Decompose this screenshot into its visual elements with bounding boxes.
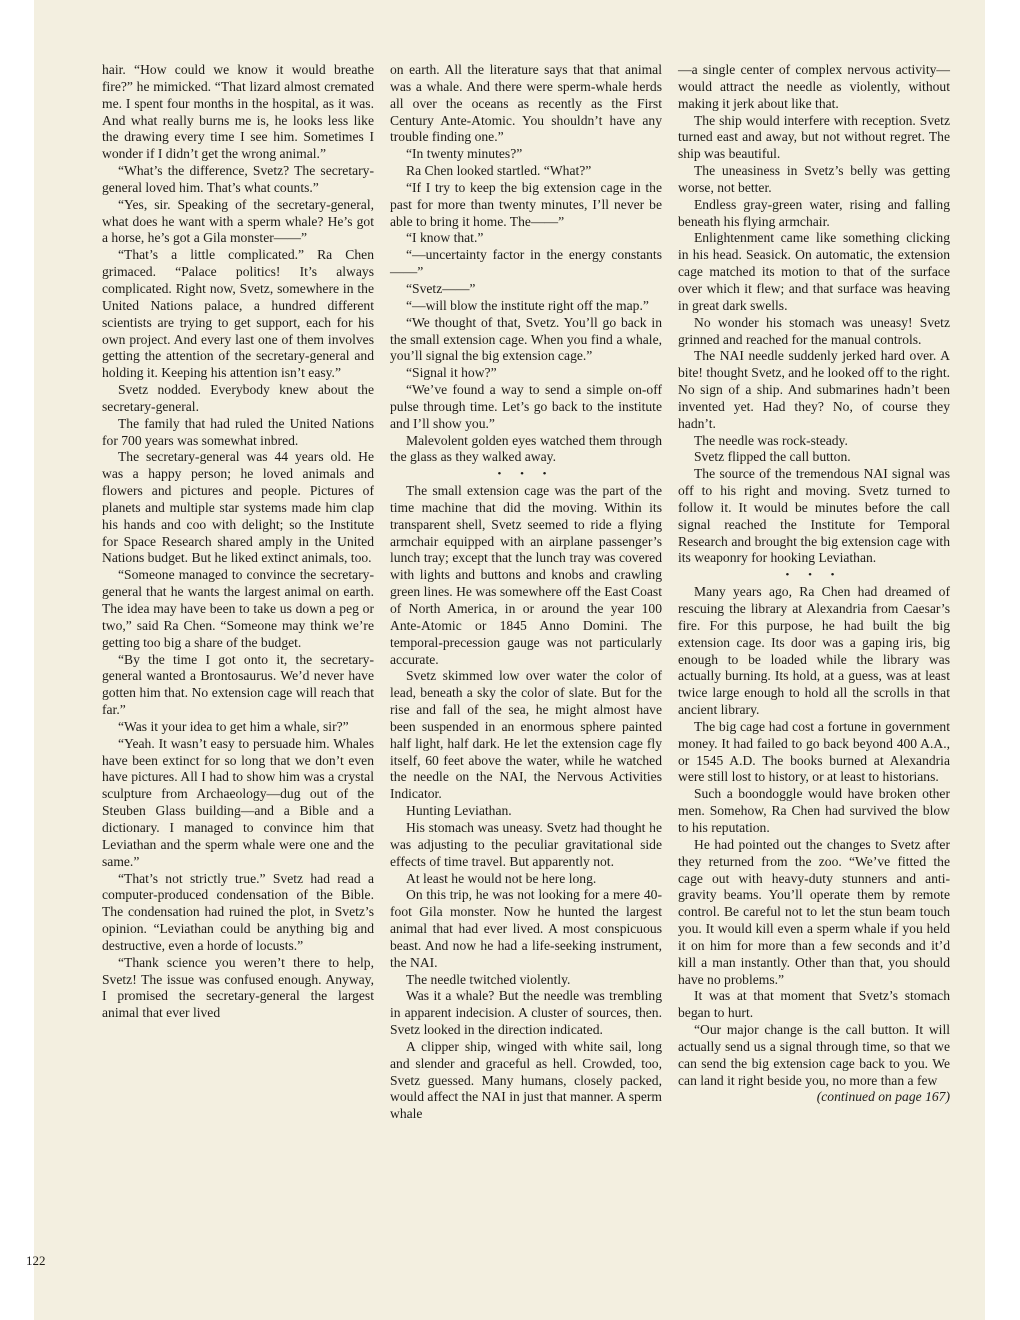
paragraph: “Signal it how?” xyxy=(406,365,497,381)
continuation-note: (continued on page 167) xyxy=(816,1089,950,1105)
paragraph: “—uncertainty factor in the energy constants——” xyxy=(390,247,662,280)
paragraph: Enlightenment came like something clicking in his head. Seasick. On automatic, the extension cage matched its motion to that of the surface over which it flew; and that surface was heaving in great dark swells. xyxy=(678,230,950,313)
section-break: • • • xyxy=(497,468,555,481)
paragraph: His stomach was uneasy. Svetz had thought he was adjusting to the peculiar gravitational side effects of time travel. But apparently not. xyxy=(390,819,662,869)
paragraph: No wonder his stomach was uneasy! Svetz grinned and reached for the manual controls. xyxy=(678,314,950,347)
paragraph: “Thank science you weren’t there to help, Svetz! The issue was confused enough. Anyway, I promised the secretary-general the largest animal that ever lived xyxy=(102,954,374,1021)
paragraph: Endless gray-green water, rising and falling beneath his flying armchair. xyxy=(678,196,950,229)
paragraph: Ra Chen looked startled. “What?” xyxy=(406,163,592,179)
paragraph: “Someone managed to convince the secretary-general that he wants the largest animal on earth. The idea may have been to take us down a peg or two,” said Ra Chen. “Someone may think we’re getting too big a share of the budget. xyxy=(102,567,374,650)
paragraph: The family that had ruled the United Nations for 700 years was somewhat inbred. xyxy=(102,415,374,448)
paragraph: “—will blow the institute right off the map.” xyxy=(406,297,649,313)
text-column-left xyxy=(102,62,374,1022)
paragraph: The big cage had cost a fortune in government money. It had failed to go back beyond 400 A.A., or 1545 A.D. The books burned at Alexandria were still lost to history, or at least to historians. xyxy=(678,718,950,785)
magazine-page xyxy=(34,0,985,1320)
paragraph: “Was it your idea to get him a whale, sir?” xyxy=(118,718,349,734)
paragraph: “We thought of that, Svetz. You’ll go back in the small extension cage. When you find a whale, you’ll signal the big extension cage.” xyxy=(390,314,662,364)
paragraph: “Our major change is the call button. It will actually send us a signal through time, so that we can send the big extension cage back to you. We can land it right beside you, no more than a few xyxy=(678,1022,950,1088)
paragraph: on earth. All the literature says that that animal was a whale. And there were sperm-whale herds all over the oceans as recently as the First Century Ante-Atomic. You shouldn’t have any trouble finding one.” xyxy=(390,62,662,145)
paragraph: The needle was rock-steady. xyxy=(694,432,848,448)
paragraph: “In twenty minutes?” xyxy=(406,146,523,162)
paragraph: “By the time I got onto it, the secretary-general wanted a Brontosaurus. We’d never have gotten him that. No extension cage will reach that far.” xyxy=(102,651,374,718)
paragraph: hair. “How could we know it would breathe fire?” he mimicked. “That lizard almost cremated me. I spent four months in the hospital, as it was. And what really burns me is, he looks less like the drawing every time I see him. Sometimes I wonder if I didn’t get the wrong animal.” xyxy=(102,62,374,162)
paragraph: “Svetz——” xyxy=(406,280,476,296)
paragraph: The needle twitched violently. xyxy=(406,971,571,987)
paragraph: The source of the tremendous NAI signal was off to his right and moving. Svetz turned to follow it. It would be minutes before the call signal reached the Institute for Temporal Research and brought the big extension cage with its weaponry for hooking Leviathan. xyxy=(678,466,950,566)
paragraph: Svetz skimmed low over water the color of lead, beneath a sky the color of slate. But for the rise and fall of the sea, he might almost have been suspended in an enormous sphere painted half light, half dark. He let the extension cage fly itself, 60 feet above the water, while he watched the needle on the NAI, the Nervous Activities Indicator. xyxy=(390,668,662,802)
text-column-right xyxy=(678,62,950,1106)
paragraph: It was at that moment that Svetz’s stomach began to hurt. xyxy=(678,988,950,1021)
paragraph: —a single center of complex nervous activity—would attract the needle as violently, without making it jerk about like that. xyxy=(678,62,950,111)
paragraph: “I know that.” xyxy=(406,230,484,246)
paragraph: “If I try to keep the big extension cage in the past for more than twenty minutes, I’ll never be able to bring it home. The——” xyxy=(390,179,662,229)
paragraph: He had pointed out the changes to Svetz after they returned from the zoo. “We’ve fitted the cage out with heavy-duty stunners and anti-gravity beams. You’ll operate them by remote control. Be careful not to let the stun beam touch you. It would kill even a sperm whale if you held it on him for more than a few seconds and it’d kill a man instantly. Other than that, you should have no problems.” xyxy=(678,836,950,987)
paragraph: “That’s not strictly true.” Svetz had read a computer-produced condensation of the Bible. The condensation had ruined the plot, in Svetz’s opinion. “Leviathan could be anything big and destructive, even a horde of locusts.” xyxy=(102,870,374,953)
paragraph: “That’s a little complicated.” Ra Chen grimaced. “Palace politics! It’s always complicated. Right now, Svetz, somewhere in the United Nations palace, a hundred different scientists are trying to get support, each for his own project. And every last one of them involves getting the attention of the secretary-general and holding it. Keeping his attention isn’t easy.” xyxy=(102,247,374,381)
paragraph: Such a boondoggle would have broken other men. Somehow, Ra Chen had survived the blow to his reputation. xyxy=(678,786,950,835)
paragraph: Svetz flipped the call button. xyxy=(694,449,851,465)
paragraph: The ship would interfere with reception. Svetz turned east and away, but not without regret. The ship was beautiful. xyxy=(678,112,950,162)
paragraph: On this trip, he was not looking for a mere 40-foot Gila monster. Now he hunted the largest animal that had ever lived. A most conspicuous beast. And now he had a life-seeking instrument, the NAI. xyxy=(390,887,662,970)
text-column-middle xyxy=(390,62,662,1123)
paragraph: Hunting Leviathan. xyxy=(406,803,512,819)
paragraph: “What’s the difference, Svetz? The secretary-general loved him. That’s what counts.” xyxy=(102,163,374,195)
paragraph: The NAI needle suddenly jerked hard over. A bite! thought Svetz, and he looked off to the right. No sign of a ship. And submarines hadn’t been invented yet. Had they? No, of course they hadn’t. xyxy=(678,348,950,431)
paragraph: “We’ve found a way to send a simple on-off pulse through time. Let’s go back to the institute and I’ll show you.” xyxy=(390,382,662,431)
paragraph: Malevolent golden eyes watched them through the glass as they walked away. xyxy=(390,432,662,465)
paragraph: The uneasiness in Svetz’s belly was getting worse, not better. xyxy=(678,163,950,195)
paragraph: The secretary-general was 44 years old. He was a happy person; he loved animals and flowers and pictures and people. Pictures of planets and multiple star systems made him clap his hands and coo with delight; so the Institute for Space Research shared amply in the United Nations budget. But he liked extinct animals, too. xyxy=(102,449,374,566)
paragraph: A clipper ship, winged with white sail, long and slender and graceful as hell. Crowded, too, Svetz guessed. Many humans, closely packed, would affect the NAI in just that manner. A sperm whale xyxy=(390,1038,662,1122)
paragraph: The small extension cage was the part of the time machine that did the moving. Within its transparent shell, Svetz seemed to ride a flying armchair equipped with an airplane passenger’s lunch tray; except that the lunch tray was covered with lights and buttons and knobs and crawling green lines. He was somewhere off the East Coast of North America, in or around the year 100 Ante-Atomic or 1845 Anno Domini. The temporal-precession gauge was not particularly accurate. xyxy=(390,483,662,667)
paragraph: Many years ago, Ra Chen had dreamed of rescuing the library at Alexandria from Caesar’s fire. For this purpose, he had built the big extension cage. Its door was a gaping iris, big enough to be loaded while the library was actually burning. Its hold, at a guess, was at least twice large enough to hold all the scrolls in that ancient library. xyxy=(678,584,950,718)
paragraph: Was it a whale? But the needle was trembling in apparent indecision. A cluster of sources, then. Svetz looked in the direction indicated. xyxy=(390,988,662,1038)
paragraph: “Yes, sir. Speaking of the secretary-general, what does he want with a sperm whale? He’s got a horse, he’s got a Gila monster——” xyxy=(102,196,374,246)
paragraph: Svetz nodded. Everybody knew about the secretary-general. xyxy=(102,382,374,414)
page-number: 122 xyxy=(26,1253,46,1268)
paragraph: At least he would not be here long. xyxy=(406,870,597,886)
paragraph: “Yeah. It wasn’t easy to persuade him. Whales have been extinct for so long that we don’t even have pictures. All I had to show him was a crystal sculpture from Archaeology—dug out of the Steuben Glass building—and a Bible and a dictionary. I managed to convince him that Leviathan and the sperm whale were one and the same.” xyxy=(102,735,374,869)
section-break: • • • xyxy=(785,569,843,582)
